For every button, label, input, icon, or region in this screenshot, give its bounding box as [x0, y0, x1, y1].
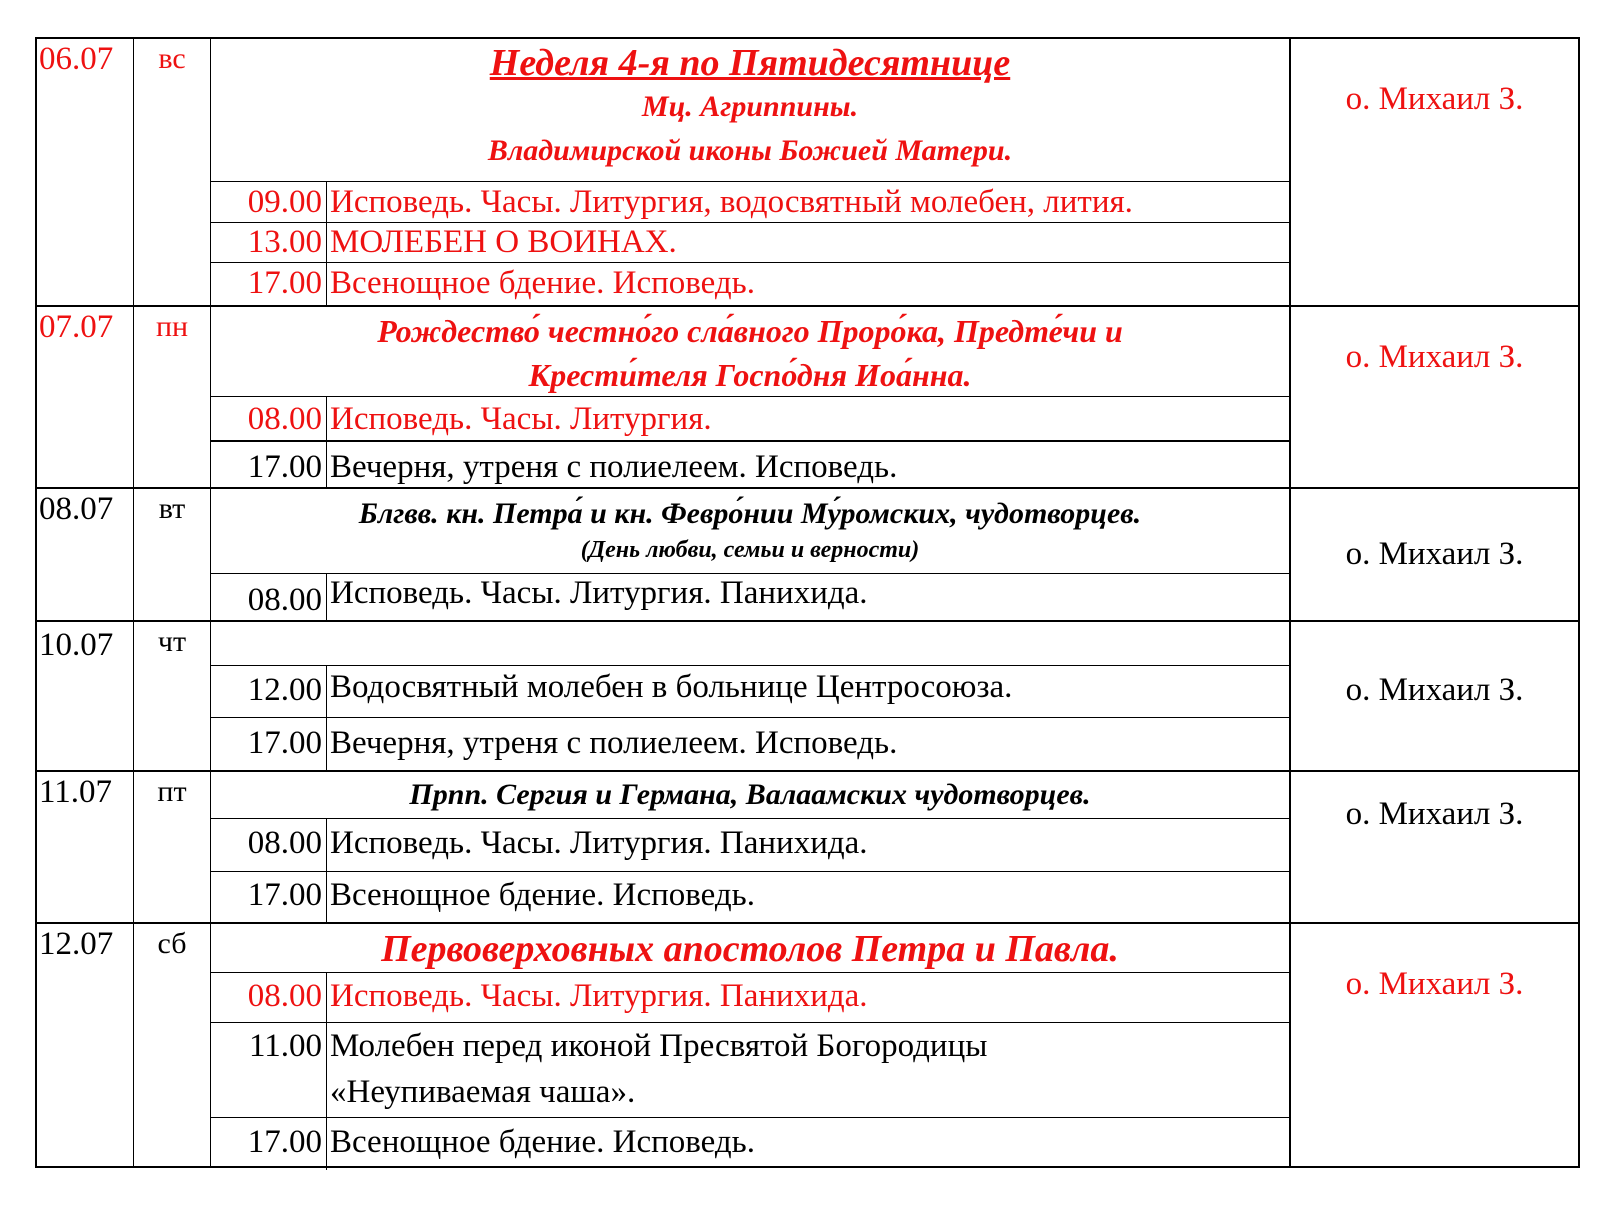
service-text: МОЛЕБЕН О ВОИНАХ.	[330, 224, 677, 260]
service-time: 09.00	[211, 182, 327, 222]
weekday-cell: вт	[134, 489, 211, 620]
service-time: 08.00	[211, 819, 327, 871]
service-row	[211, 397, 1289, 442]
day-content	[211, 924, 1291, 1166]
service-text: Всенощное бдение. Исповедь.	[330, 877, 755, 913]
day-content	[211, 489, 1291, 620]
day-row	[35, 305, 1580, 487]
service-text: Исповедь. Часы. Литургия. Панихида.	[330, 825, 868, 861]
service-text: Водосвятный молебен в больнице Центросоюза.	[330, 669, 1013, 705]
weekday-cell: вс	[134, 39, 211, 305]
day-row	[35, 922, 1580, 1168]
feast-title	[211, 622, 1289, 666]
feast-line: Мц. Агриппины.	[641, 90, 859, 123]
service-row	[211, 223, 1289, 263]
service-text: Вечерня, утреня с полиелеем. Исповедь.	[330, 449, 898, 485]
service-row	[211, 718, 1289, 772]
date-cell: 06.07	[37, 39, 134, 305]
weekday-cell: чт	[134, 622, 211, 770]
schedule-table	[35, 37, 1580, 1199]
service-time: 08.00	[211, 397, 327, 440]
feast-line: Блгвв. кн. Петра́ и кн. Февро́нии Му́ромских, чудотворцев.	[358, 497, 1142, 530]
feast-line: Неделя 4-я по Пятидесятнице	[489, 42, 1011, 84]
feast-line: Рождество́ честно́го сла́вного Проро́ка, Предте́чи и	[377, 313, 1123, 349]
day-content	[211, 307, 1291, 487]
service-time: 08.00	[211, 574, 327, 622]
service-row	[211, 666, 1289, 718]
day-row	[35, 770, 1580, 922]
feast-title	[211, 924, 1289, 973]
service-text: Исповедь. Часы. Литургия. Панихида.	[330, 978, 868, 1014]
service-time: 17.00	[211, 718, 327, 772]
feast-line: Первоверховных апостолов Петра и Павла.	[381, 928, 1119, 970]
service-time: 13.00	[211, 223, 327, 262]
service-text: Исповедь. Часы. Литургия. Панихида.	[330, 575, 868, 611]
service-row	[211, 872, 1289, 924]
service-time: 17.00	[211, 1118, 327, 1170]
feast-title	[211, 307, 1289, 397]
feast-line: Крести́теля Госпо́дня Иоа́нна.	[528, 357, 972, 393]
feast-title	[211, 772, 1289, 819]
service-time: 08.00	[211, 973, 327, 1022]
priest-cell: о. Михаил З.	[1345, 966, 1524, 1002]
weekday-cell: сб	[134, 924, 211, 1166]
service-text: Исповедь. Часы. Литургия, водосвятный молебен, лития.	[330, 184, 1133, 220]
day-row	[35, 487, 1580, 620]
feast-line: (День любви, семьи и верности)	[580, 537, 920, 563]
date-cell: 07.07	[37, 307, 134, 487]
service-row	[211, 182, 1289, 223]
service-row	[211, 574, 1289, 622]
service-text: Вечерня, утреня с полиелеем. Исповедь.	[330, 725, 898, 761]
date-cell: 08.07	[37, 489, 134, 620]
feast-line: Владимирской иконы Божией Матери.	[487, 134, 1013, 167]
day-content	[211, 772, 1291, 922]
service-row	[211, 973, 1289, 1023]
service-row	[211, 1118, 1289, 1170]
service-row	[211, 1023, 1289, 1118]
date-cell: 10.07	[37, 622, 134, 770]
weekday-cell: пт	[134, 772, 211, 922]
service-text: Всенощное бдение. Исповедь.	[330, 265, 755, 301]
day-row	[35, 37, 1580, 305]
service-row	[211, 819, 1289, 872]
service-time: 11.00	[211, 1023, 327, 1117]
priest-cell: о. Михаил З.	[1345, 81, 1524, 117]
priest-cell: о. Михаил З.	[1345, 339, 1524, 375]
service-time: 17.00	[211, 263, 327, 307]
feast-line: Прпп. Сергия и Германа, Валаамских чудотворцев.	[409, 778, 1091, 811]
weekday-cell: пн	[134, 307, 211, 487]
day-row	[35, 620, 1580, 770]
date-cell: 11.07	[37, 772, 134, 922]
service-time: 17.00	[211, 442, 327, 489]
priest-cell: о. Михаил З.	[1345, 796, 1524, 832]
day-content	[211, 622, 1291, 770]
service-time: 17.00	[211, 872, 327, 924]
service-text: Молебен перед иконой Пресвятой Богородицы «Неупиваемая чаша».	[330, 1028, 988, 1110]
day-content	[211, 39, 1291, 305]
service-text: Всенощное бдение. Исповедь.	[330, 1124, 755, 1160]
service-row	[211, 263, 1289, 307]
service-text: Исповедь. Часы. Литургия.	[330, 401, 712, 437]
feast-title	[211, 39, 1289, 182]
feast-title	[211, 489, 1289, 574]
service-row	[211, 442, 1289, 489]
service-time: 12.00	[211, 666, 327, 717]
priest-cell: о. Михаил З.	[1345, 536, 1524, 572]
priest-cell: о. Михаил З.	[1345, 672, 1524, 708]
date-cell: 12.07	[37, 924, 134, 1166]
